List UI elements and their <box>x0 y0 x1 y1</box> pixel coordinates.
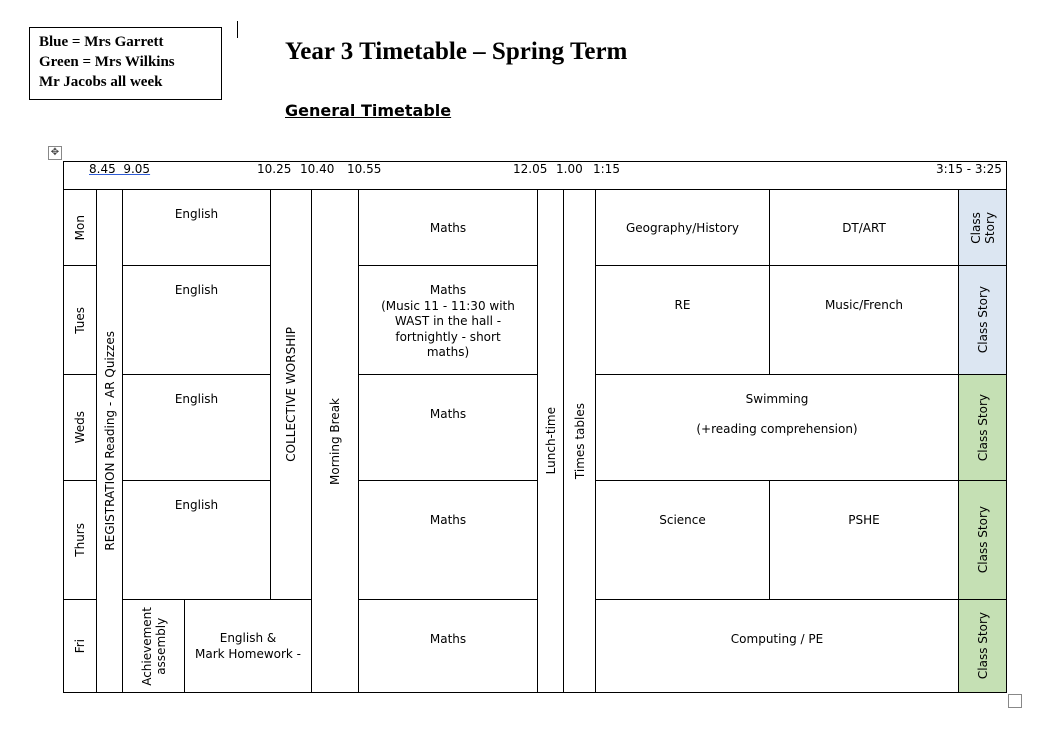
time-label: 10.55 <box>347 162 382 176</box>
lesson-maths-mon: Maths <box>358 189 538 266</box>
lesson-maths-thurs: Maths <box>358 480 538 600</box>
day-weds: Weds <box>63 374 97 481</box>
lesson-maths-tues: Maths (Music 11 - 11:30 with WAST in the hall - fortnightly - short maths) <box>358 265 538 375</box>
day-fri: Fri <box>63 599 97 693</box>
lesson-science: Science <box>595 480 770 600</box>
legend-line: Mr Jacobs all week <box>39 74 163 90</box>
legend-line: Green = Mrs Wilkins <box>39 54 175 70</box>
page-title: Year 3 Timetable – Spring Term <box>285 38 628 65</box>
table-move-handle-icon[interactable]: ✥ <box>48 146 62 160</box>
teacher-legend <box>29 27 222 100</box>
time-label: 10.25 <box>257 162 292 176</box>
table-resize-handle[interactable] <box>1008 694 1022 708</box>
lesson-pshe: PSHE <box>769 480 959 600</box>
lesson-re: RE <box>595 265 770 375</box>
lesson-geography-history: Geography/History <box>595 189 770 266</box>
lesson-maths-weds: Maths <box>358 374 538 481</box>
time-label: 10.40 <box>300 162 335 176</box>
collective-worship-column: COLLECTIVE WORSHIP <box>270 189 312 600</box>
morning-break-column: Morning Break <box>311 189 359 693</box>
time-label: 3:15 - 3:25 <box>936 162 1002 176</box>
lesson-music-french: Music/French <box>769 265 959 375</box>
time-label: 12.05 <box>513 162 548 176</box>
legend-line: Blue = Mrs Garrett <box>39 34 164 50</box>
class-story-weds: Class Story <box>958 374 1007 481</box>
lesson-english-mon: English <box>122 189 271 266</box>
day-thurs: Thurs <box>63 480 97 600</box>
lesson-dt-art: DT/ART <box>769 189 959 266</box>
time-label: 1.00 <box>556 162 583 176</box>
lesson-english-weds: English <box>122 374 271 481</box>
achievement-assembly: Achievement assembly <box>122 599 185 693</box>
times-tables-column: Times tables <box>563 189 596 693</box>
lesson-english-tues: English <box>122 265 271 375</box>
lesson-maths-fri: Maths <box>358 599 538 693</box>
text-cursor <box>237 21 238 38</box>
day-mon: Mon <box>63 189 97 266</box>
lesson-english-fri: English & Mark Homework - <box>184 599 312 693</box>
lesson-swimming: Swimming (+reading comprehension) <box>595 374 959 481</box>
class-story-mon: Class Story <box>958 189 1007 266</box>
class-story-tues: Class Story <box>958 265 1007 375</box>
class-story-fri: Class Story <box>958 599 1007 693</box>
page-subtitle: General Timetable <box>285 101 452 120</box>
lesson-english-thurs: English <box>122 480 271 600</box>
lesson-computing-pe: Computing / PE <box>595 599 959 693</box>
day-tues: Tues <box>63 265 97 375</box>
time-label: 1:15 <box>593 162 620 176</box>
registration-column: REGISTRATION Reading - AR Quizzes <box>96 189 123 693</box>
time-label: 8.45 9.05 <box>89 162 151 176</box>
lunch-column: Lunch-time <box>537 189 564 693</box>
class-story-thurs: Class Story <box>958 480 1007 600</box>
